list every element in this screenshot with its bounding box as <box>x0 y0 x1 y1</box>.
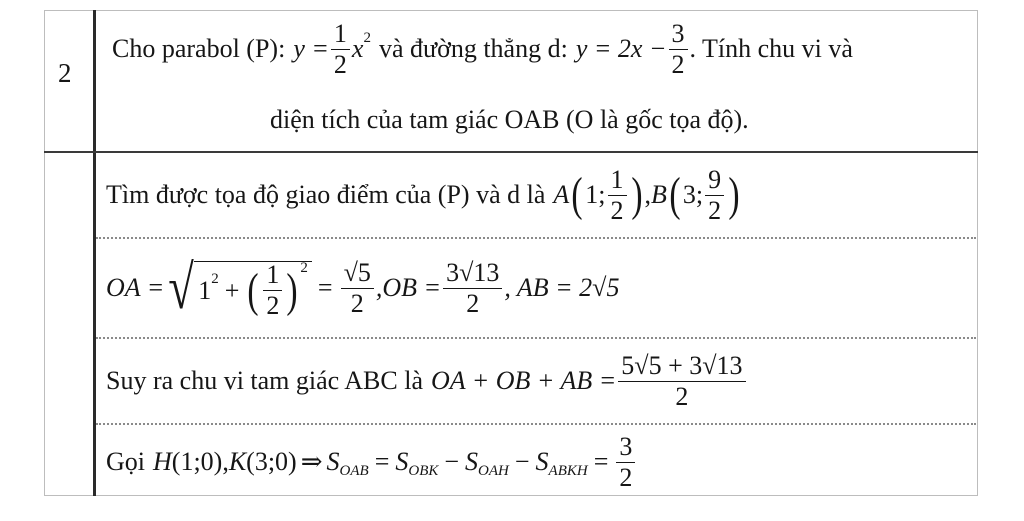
parabola-coef-fraction: $\frac{1}{2}$ <box>331 21 350 78</box>
solution-step-area: Gọi H (1;0), K (3;0) ⇒ S OAB = S OBK − S OAH − S ABKH = $\frac{3}{2}$ <box>106 428 637 496</box>
ob-value-fraction: $\frac{3√13}{2}$ <box>443 260 502 317</box>
step1-text: Tìm được tọa độ giao điểm của (P) và d là <box>106 180 546 209</box>
area-result-fraction: $\frac{3}{2}$ <box>616 434 635 491</box>
row-divider-3 <box>96 423 976 425</box>
row-divider-1 <box>96 237 976 239</box>
perimeter-fraction: $\frac{5√5 + 3√13}{2}$ <box>618 353 745 410</box>
line-equation-lhs: y = 2x − <box>575 34 667 63</box>
problem-statement-line2: diện tích của tam giác OAB (O là gốc tọa độ). <box>270 105 749 134</box>
parabola-lhs: y = <box>293 34 329 63</box>
statement-mid: và đường thẳng d: <box>378 34 568 63</box>
solution-step-lengths: OA = √ 1 2 + ( $\frac{1}{2}$ ) 2 = $\frac{√5}{2}$ ,OB = $\frac{3√13}{2}$ , AB = 2√5 <box>106 254 620 322</box>
problem-number: 2 <box>58 58 72 88</box>
line-constant-fraction: $\frac{3}{2}$ <box>669 21 688 78</box>
row-divider-2 <box>96 337 976 339</box>
statement-end: . Tính chu vi và <box>689 34 853 63</box>
oa-radical: √ 1 2 + ( $\frac{1}{2}$ ) 2 <box>164 257 312 319</box>
row-divider-header <box>44 151 978 153</box>
oa-value-fraction: $\frac{√5}{2}$ <box>341 260 374 317</box>
solution-step-intersection: Tìm được tọa độ giao điểm của (P) và d là A ( 1; $\frac{1}{2}$ ) , B ( 3; $\frac{9}{2}$ ) <box>106 164 740 225</box>
point-b-y-fraction: $\frac{9}{2}$ <box>705 167 724 224</box>
point-a-y-fraction: $\frac{1}{2}$ <box>608 167 627 224</box>
solution-step-perimeter: Suy ra chu vi tam giác ABC là OA + OB + AB = $\frac{5√5 + 3√13}{2}$ <box>106 344 748 418</box>
problem-statement-line1: Cho parabol (P): y = $\frac{1}{2}$ x 2 và đường thẳng d: y = 2x − $\frac{3}{2}$ . Tính chu vi và <box>112 18 853 79</box>
statement-intro: Cho parabol (P): <box>112 34 286 63</box>
